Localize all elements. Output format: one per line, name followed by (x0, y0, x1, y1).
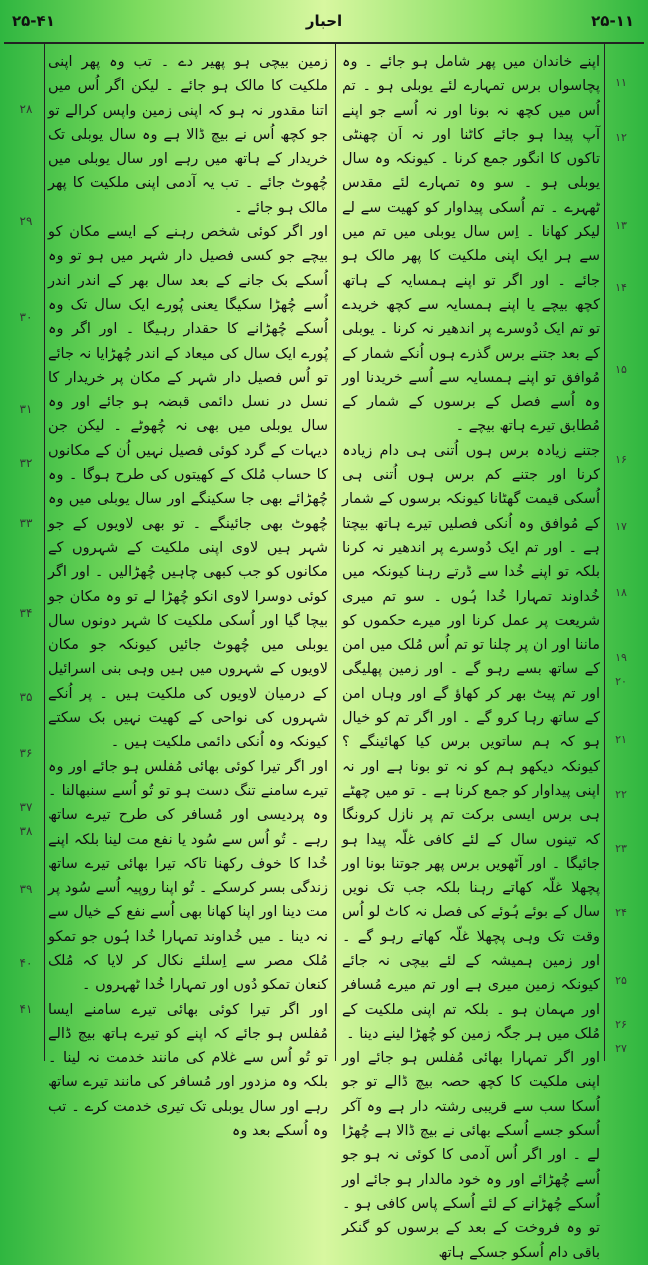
verse-number: ۱۹ (615, 651, 627, 664)
left-text-column (48, 50, 328, 1140)
verse-number: ۳۸ (19, 824, 33, 838)
verse-number: ۱۸ (615, 586, 627, 599)
verse-number: ۱۳ (615, 219, 627, 232)
verse-number: ۲۵ (615, 974, 627, 987)
right-text-column (342, 50, 600, 1261)
paragraph: زمین بیچی ہو پھیر دے ۔ تب وہ پھر اپنی ملکیت کا مالک ہو جائے ۔ لیکن اگر اُس میں اتنا مقدور نہ ہو کہ اپنی زمین واپس کرالے تو جو کچھ اُس نے بیچ ڈالا ہے وہ سال یوبلی تک خریدار کے ہاتھ میں رہے اور سال یوبلی میں چُھوٹ جائے ۔ تب یہ آدمی اپنی ملکیت کا پھر مالک ہو جائے ۔ (48, 54, 328, 216)
verse-number: ۴۱ (19, 1002, 33, 1016)
header-left-reference: ۲۵-۴۱ (12, 12, 55, 30)
verse-number: ۲۷ (615, 1042, 627, 1055)
verse-number: ۲۱ (615, 733, 627, 746)
verse-number: ۳۹ (19, 882, 33, 896)
verse-number: ۲۸ (19, 102, 33, 116)
center-column-rule (335, 44, 336, 1061)
verse-number: ۳۶ (19, 746, 33, 760)
paragraph: اور اگر تیرا کوئی بھائی تیرے سامنے ایسا مُفلس ہو جائے کہ اپنے کو تیرے ہاتھ بیچ ڈالے تو تُو اُس سے غلام کی مانند خدمت نہ لینا ۔ بلکہ وہ مزدور اور مُسافر کی مانند تیرے ساتھ رہے اور سال یوبلی تک تیری خدمت کرے ۔ تب وہ اُسکے بعد وہ (48, 1001, 328, 1140)
verse-number: ۲۰ (615, 675, 627, 688)
header-right-reference: ۲۵-۱۱ (591, 12, 634, 30)
left-margin-rule (44, 44, 45, 1061)
verse-number: ۱۱ (615, 76, 627, 89)
verse-number: ۳۷ (19, 800, 33, 814)
paragraph: اپنے خاندان میں پھر شامل ہو جائے ۔ وہ پچاسواں برس تمہارے لئے یوبلی ہو ۔ تم اُس میں کچھ نہ بونا اور نہ اُسے جو اپنے آپ پیدا ہو جائے کاٹنا اور نہ اَن چھنٹی تاکوں کا انگور جمع کرنا ۔ کیونکہ وہ سال یوبلی ہو ۔ سو وہ تمہارے لئے مقدس ٹھہرے ۔ تم اُسکی پیداوار کو کھیت سے لے لیکر کھانا ۔ اِس سال یوبلی میں تم میں سے ہر ایک اپنی ملکیت کا پھر مالک ہو جائے ۔ اور اگر تو اپنے ہمسایہ کے ہاتھ کچھ بیچے یا اپنے ہمسایہ سے کچھ خریدے تو تم ایک دُوسرے پر اندھیر نہ کرنا ۔ یوبلی کے بعد جتنے برس گذرے ہوں اُنکے شمار کے مُوافق تو اپنے ہمسایہ سے اُسے خریدنا اور وہ اُسے فصل کے برسوں کے شمار کے مُطابق تیرے ہاتھ بیچے ۔ (342, 54, 600, 435)
page-header (4, 6, 644, 36)
verse-number: ۲۴ (615, 906, 627, 919)
verse-number: ۲۲ (615, 788, 627, 801)
verse-number: ۱۶ (615, 453, 627, 466)
right-margin-rule (604, 44, 605, 1061)
paragraph: اور اگر کوئی شخص رہنے کے ایسے مکان کو بیچے جو کسی فصیل دار شہر میں ہو تو وہ اُسکے بک جانے کے بعد سال بھر کے اندر اندر اُسے چُھڑا سکیگا یعنی پُورے ایک سال تک وہ اُسکے چُھڑانے کا حقدار رہیگا ۔ اور اگر وہ پُورے ایک سال کی میعاد کے اندر چُھڑایا نہ جائے تو اُس فصیل دار شہر کے مکان پر خریدار کا نسل در نسل دائمی قبضہ ہو جائے اور وہ سال یوبلی میں بھی نہ چُھوٹے ۔ لیکن جن دیہات کے گرد کوئی فصیل نہیں اُن کے مکانوں کا حساب مُلک کے کھیتوں کی طرح ہوگا ۔ وہ چُھڑائے بھی جا سکینگے اور سال یوبلی میں وہ چُھوٹ بھی جائینگے ۔ تو بھی لاویوں کے جو شہر ہیں لاوی اپنی ملکیت کے شہروں کے مکانوں کو جب کبھی چاہیں چُھڑالیں ۔ اور اگر کوئی دوسرا لاوی انکو چُھڑا لے تو وہ مکان جو بیچا گیا اور اُسکی ملکیت کا شہر دونوں سال یوبلی میں چُھوٹ جائیں کیونکہ جو مکان لاویوں کے شہروں میں ہیں وہی بنی اسرائیل کے درمیان لاویوں کی ملکیت ہیں ۔ پر اُنکے شہروں کی نواحی کے کھیت نہیں بک سکتے کیونکہ وہ اُنکی دائمی ملکیت ہیں ۔ (48, 224, 328, 751)
verse-number: ۴۰ (19, 956, 33, 970)
verse-number: ۳۳ (19, 516, 33, 530)
verse-number: ۱۵ (615, 363, 627, 376)
verse-number: ۳۵ (19, 690, 33, 704)
paragraph: اور اگر تیرا کوئی بھائی مُفلس ہو جائے اور وہ تیرے سامنے تنگ دست ہو تو تُو اُسے سنبھالنا ۔ وہ پردیسی اور مُسافر کی طرح تیرے ساتھ رہے ۔ تُو اُس سے سُود یا نفع مت لینا بلکہ اپنے خُدا کا خوف رکھنا تاکہ تیرا بھائی تیرے ساتھ زندگی بسر کرسکے ۔ تُو اپنا روپیہ اُسے سُود پر مت دینا اور اپنا کھانا بھی اُسے نفع کے خیال سے نہ دینا ۔ میں خُداوند تمہارا خُدا ہُوں جو تمکو مُلک مصر سے اِسلئے نکال کر لایا کہ مُلک کنعان تمکو دُوں اور تمہارا خُدا ٹھہروں ۔ (48, 758, 328, 994)
verse-number: ۱۴ (615, 281, 627, 294)
verse-number: ۱۲ (615, 131, 627, 144)
header-divider (4, 42, 644, 44)
verse-number: ۲۶ (615, 1018, 627, 1031)
verse-number: ۳۲ (19, 456, 33, 470)
paragraph: جتنے زیادہ برس ہوں اُتنی ہی دام زیادہ کرنا اور جتنے کم برس ہوں اُتنی ہی اُسکی قیمت گھٹانا کیونکہ برسوں کے شمار کے مُوافق وہ اُنکی فصلیں تیرے ہاتھ بیچتا ہے ۔ اور تم ایک دُوسرے پر اندھیر نہ کرنا بلکہ تو اپنے خُدا سے ڈرتے رہنا کیونکہ میں خُداوند تمہارا خُدا ہُوں ۔ سو تم میری شریعت پر عمل کرنا اور میرے حکموں کو ماننا اور ان پر چلنا تو تم اُس مُلک میں امن کے ساتھ بسے رہو گے ۔ اور زمین پھلیگی اور تم پیٹ بھر کر کھاؤ گے اور وہاں امن کے ساتھ رہا کرو گے ۔ اور اگر تم کو خیال ہو کہ ہم ساتویں برس کیا کھائینگے ؟ کیونکہ دیکھو ہم کو نہ تو بونا ہے اور نہ اپنی پیداوار کو جمع کرنا ہے ۔ تو میں چھٹے ہی برس ایسی برکت تم پر نازل کرونگا کہ تینوں سال کے لئے کافی غلّہ پیدا ہو جائیگا ۔ اور آٹھویں برس پھر جوتنا بونا اور پچھلا غلّہ کھاتے رہنا بلکہ جب تک نویں سال کے بوئے ہُوئے کی فصل نہ کاٹ لو اُس وقت تک وہی پچھلا غلّہ کھاتے رہو گے ۔ اور زمین ہمیشہ کے لئے بیچی نہ جائے کیونکہ زمین میری ہے اور تم میرے مُسافر اور مہمان ہو ۔ بلکہ تم اپنی ملکیت کے مُلک میں ہر جگہ زمین کو چُھڑا لینے دینا ۔ (342, 442, 600, 1042)
verse-number: ۳۱ (19, 402, 33, 416)
header-book-title: احبار (305, 12, 343, 30)
verse-number: ۲۹ (19, 214, 33, 228)
verse-number: ۳۰ (19, 310, 33, 324)
verse-number: ۱۷ (615, 520, 627, 533)
verse-number: ۲۳ (615, 842, 627, 855)
paragraph: اور اگر تمہارا بھائی مُفلس ہو جائے اور اپنی ملکیت کا کچھ حصہ بیچ ڈالے تو جو اُسکا سب سے قریبی رشتہ دار ہے وہ آکر اُسکو جسے اُسکے بھائی نے بیچ ڈالا ہے چُھڑا لے ۔ اور اگر اُس آدمی کا کوئی نہ ہو جو اُسے چُھڑائے اور وہ خود مالدار ہو جائے اور اُسکے چُھڑانے کے لئے اُسکے پاس کافی ہو ۔ تو وہ فروخت کے بعد کے برسوں کو گنکر باقی دام اُسکو جسکے ہاتھ (342, 1050, 600, 1261)
scripture-page (4, 6, 644, 1261)
verse-number: ۳۴ (19, 606, 33, 620)
